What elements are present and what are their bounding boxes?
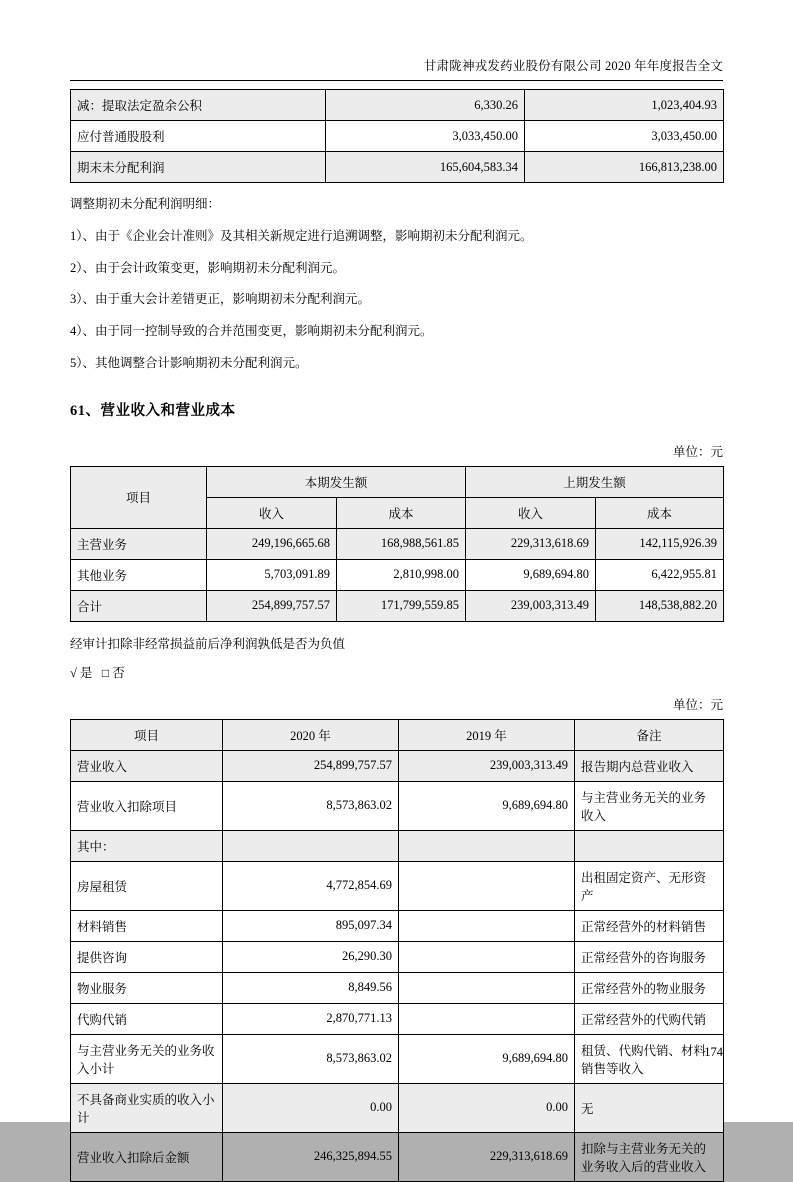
adjust-note-item-4: 4）、由于同一控制导致的合并范围变更，影响期初未分配利润元。 bbox=[70, 324, 433, 338]
header-item: 项目 bbox=[71, 466, 207, 528]
unit-label-deduction: 单位：元 bbox=[672, 697, 723, 712]
audit-note: 经审计扣除非经常损益前后净利润孰低是否为负值 bbox=[70, 636, 346, 651]
row-item: 不具备商业实质的收入小计 bbox=[71, 1083, 223, 1132]
section-heading: 61、营业收入和营业成本 bbox=[70, 402, 236, 419]
row-2020: 254,899,757.57 bbox=[223, 750, 399, 781]
row-item: 其他业务 bbox=[71, 559, 207, 590]
row-previous: 3,033,450.00 bbox=[525, 121, 724, 152]
adjust-note-item-3: 3）、由于重大会计差错更正，影响期初未分配利润元。 bbox=[70, 292, 371, 307]
row-2019 bbox=[399, 1003, 575, 1034]
choice-yes-mark[interactable]: √ bbox=[70, 665, 77, 680]
row-2019: 229,313,618.69 bbox=[399, 1132, 575, 1181]
row-current: 6,330.26 bbox=[326, 90, 525, 121]
table-header-row bbox=[71, 719, 724, 750]
header-previous-cost: 成本 bbox=[596, 497, 724, 528]
row-current-revenue: 249,196,665.68 bbox=[207, 528, 337, 559]
row-current-revenue: 254,899,757.57 bbox=[207, 590, 337, 621]
row-remark: 与主营业务无关的业务收入 bbox=[575, 781, 724, 830]
choice-yes-label: 是 bbox=[80, 665, 93, 680]
table-row bbox=[71, 972, 724, 1003]
row-current-cost: 2,810,998.00 bbox=[337, 559, 466, 590]
running-header: 甘肃陇神戎发药业股份有限公司 2020 年年度报告全文 bbox=[423, 59, 723, 73]
row-item: 代购代销 bbox=[71, 1003, 223, 1034]
row-item: 营业收入扣除项目 bbox=[71, 781, 223, 830]
page-number: 174 bbox=[704, 1045, 723, 1059]
row-remark: 无 bbox=[575, 1083, 724, 1132]
row-current-revenue: 5,703,091.89 bbox=[207, 559, 337, 590]
table-row bbox=[71, 559, 724, 590]
table-row bbox=[71, 750, 724, 781]
table-row bbox=[71, 830, 724, 861]
row-remark: 正常经营外的代购代销 bbox=[575, 1003, 724, 1034]
table-row bbox=[71, 781, 724, 830]
row-2019: 0.00 bbox=[399, 1083, 575, 1132]
deduction-head bbox=[71, 719, 724, 750]
revenue-cost-body bbox=[71, 528, 724, 621]
row-item: 提供咨询 bbox=[71, 941, 223, 972]
header-previous-revenue: 收入 bbox=[466, 497, 596, 528]
header-year-2019: 2019 年 bbox=[399, 719, 575, 750]
row-previous-cost: 148,538,882.20 bbox=[596, 590, 724, 621]
row-2020: 8,849.56 bbox=[223, 972, 399, 1003]
choice-no-mark[interactable]: □ bbox=[101, 665, 110, 680]
row-2020: 0.00 bbox=[223, 1083, 399, 1132]
row-current: 3,033,450.00 bbox=[326, 121, 525, 152]
row-item: 房屋租赁 bbox=[71, 861, 223, 910]
unit-label-revenue-cost: 单位：元 bbox=[672, 444, 723, 459]
row-remark bbox=[575, 830, 724, 861]
row-previous-revenue: 239,003,313.49 bbox=[466, 590, 596, 621]
row-label: 期末未分配利润 bbox=[71, 152, 326, 183]
header-remark: 备注 bbox=[575, 719, 724, 750]
deduction-body bbox=[71, 750, 724, 1181]
table-row bbox=[71, 1083, 724, 1132]
row-label: 应付普通股股利 bbox=[71, 121, 326, 152]
page-content bbox=[70, 0, 723, 1182]
negative-profit-choice bbox=[70, 663, 723, 681]
table-row bbox=[71, 1003, 724, 1034]
table-row bbox=[71, 528, 724, 559]
table-row bbox=[71, 941, 724, 972]
row-item: 与主营业务无关的业务收入小计 bbox=[71, 1034, 223, 1083]
row-2020: 246,325,894.55 bbox=[223, 1132, 399, 1181]
row-item: 合计 bbox=[71, 590, 207, 621]
row-item: 物业服务 bbox=[71, 972, 223, 1003]
row-remark: 出租固定资产、无形资产 bbox=[575, 861, 724, 910]
adjust-note-item-5: 5）、其他调整合计影响期初未分配利润元。 bbox=[70, 355, 308, 370]
row-item: 营业收入 bbox=[71, 750, 223, 781]
row-2020 bbox=[223, 830, 399, 861]
row-2019: 9,689,694.80 bbox=[399, 781, 575, 830]
row-remark: 扣除与主营业务无关的业务收入后的营业收入 bbox=[575, 1132, 724, 1181]
row-item: 材料销售 bbox=[71, 910, 223, 941]
adjust-note-item-2: 2）、由于会计政策变更，影响期初未分配利润元。 bbox=[70, 260, 346, 275]
table-row bbox=[71, 1034, 724, 1083]
row-2019 bbox=[399, 972, 575, 1003]
revenue-deduction-table bbox=[70, 719, 724, 1182]
table-row bbox=[71, 152, 724, 183]
table-row bbox=[71, 121, 724, 152]
adjust-note-title: 调整期初未分配利润明细： bbox=[70, 197, 221, 211]
row-previous-revenue: 229,313,618.69 bbox=[466, 528, 596, 559]
header-year-2020: 2020 年 bbox=[223, 719, 399, 750]
row-2019: 239,003,313.49 bbox=[399, 750, 575, 781]
revenue-cost-head bbox=[71, 466, 724, 528]
row-2020: 2,870,771.13 bbox=[223, 1003, 399, 1034]
table-row bbox=[71, 90, 724, 121]
row-previous-revenue: 9,689,694.80 bbox=[466, 559, 596, 590]
row-remark: 正常经营外的咨询服务 bbox=[575, 941, 724, 972]
profit-distribution-table bbox=[70, 89, 724, 183]
row-2019 bbox=[399, 861, 575, 910]
row-2019 bbox=[399, 941, 575, 972]
row-current: 165,604,583.34 bbox=[326, 152, 525, 183]
choice-no-label: 否 bbox=[112, 665, 125, 680]
row-item: 主营业务 bbox=[71, 528, 207, 559]
row-2020: 4,772,854.69 bbox=[223, 861, 399, 910]
row-remark: 正常经营外的材料销售 bbox=[575, 910, 724, 941]
row-2020: 26,290.30 bbox=[223, 941, 399, 972]
row-remark: 报告期内总营业收入 bbox=[575, 750, 724, 781]
header-current-revenue: 收入 bbox=[207, 497, 337, 528]
header-previous-period: 上期发生额 bbox=[466, 466, 724, 497]
row-previous-cost: 6,422,955.81 bbox=[596, 559, 724, 590]
row-previous: 166,813,238.00 bbox=[525, 152, 724, 183]
row-current-cost: 168,988,561.85 bbox=[337, 528, 466, 559]
adjust-note-item-1: 1）、由于《企业会计准则》及其相关新规定进行追溯调整，影响期初未分配利润元。 bbox=[70, 228, 533, 243]
row-2020: 8,573,863.02 bbox=[223, 781, 399, 830]
header-item: 项目 bbox=[71, 719, 223, 750]
profit-distribution-body bbox=[71, 90, 724, 183]
row-2019 bbox=[399, 910, 575, 941]
row-label: 减：提取法定盈余公积 bbox=[71, 90, 326, 121]
table-row bbox=[71, 910, 724, 941]
row-2019: 9,689,694.80 bbox=[399, 1034, 575, 1083]
row-2020: 8,573,863.02 bbox=[223, 1034, 399, 1083]
header-current-period: 本期发生额 bbox=[207, 466, 466, 497]
header-current-cost: 成本 bbox=[337, 497, 466, 528]
table-row bbox=[71, 861, 724, 910]
row-2020: 895,097.34 bbox=[223, 910, 399, 941]
row-previous: 1,023,404.93 bbox=[525, 90, 724, 121]
row-item: 其中： bbox=[71, 830, 223, 861]
table-row bbox=[71, 590, 724, 621]
table-header-row bbox=[71, 466, 724, 497]
row-previous-cost: 142,115,926.39 bbox=[596, 528, 724, 559]
row-item: 营业收入扣除后金额 bbox=[71, 1132, 223, 1181]
row-remark: 租赁、代购代销、材料销售等收入 bbox=[575, 1034, 724, 1083]
header-rule bbox=[70, 80, 723, 81]
row-remark: 正常经营外的物业服务 bbox=[575, 972, 724, 1003]
row-2019 bbox=[399, 830, 575, 861]
row-current-cost: 171,799,559.85 bbox=[337, 590, 466, 621]
revenue-cost-table bbox=[70, 466, 724, 622]
table-row bbox=[71, 1132, 724, 1181]
